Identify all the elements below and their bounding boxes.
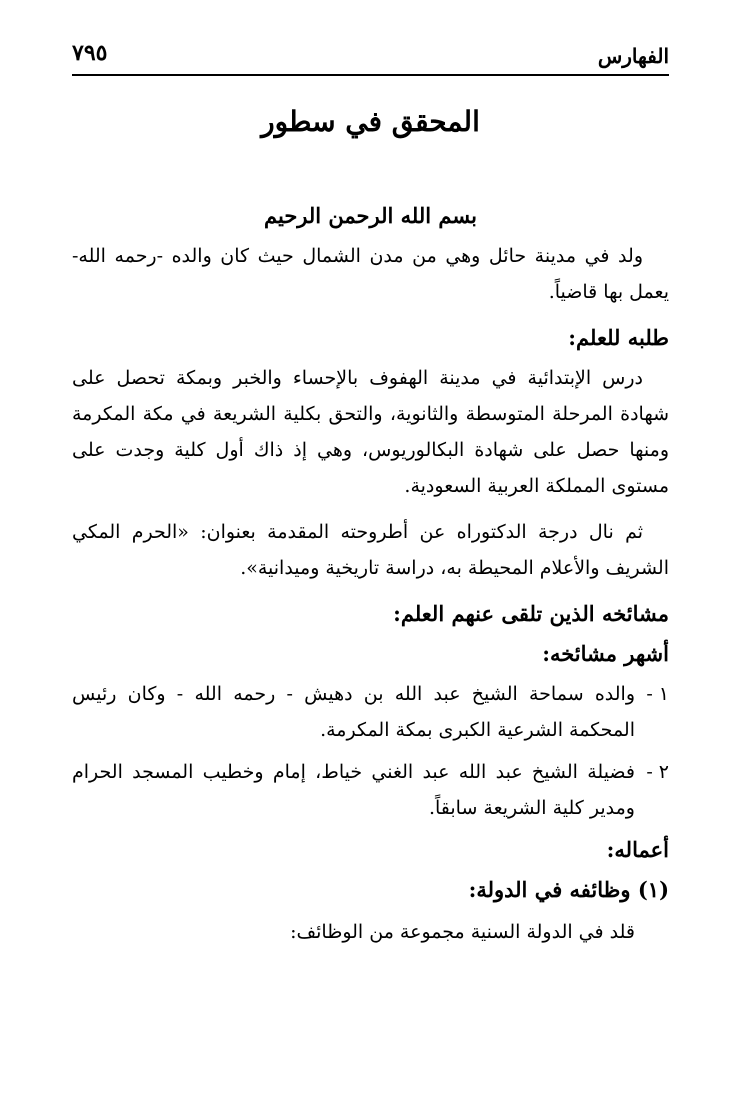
positions-intro: قلد في الدولة السنية مجموعة من الوظائف: [290,921,635,943]
heading-positions: (١) وظائفه في الدولة: [468,877,669,902]
page-header [72,40,669,76]
page-title: المحقق في سطور [261,105,480,138]
doctorate-paragraph: ثم نال درجة الدكتوراه عن أطروحته المقدمة بعنوان: «الحرم المكي الشريف والأعلام المحيطة به، دراسة تاريخية وميدانية». [72,521,669,579]
list-item [72,676,669,748]
heading-famous-teachers: أشهر مشائخه: [542,641,669,666]
list-item-text: فضيلة الشيخ عبد الله عبد الغني خياط، إمام وخطيب المسجد الحرام ومدير كلية الشريعة سابقاً. [72,761,635,819]
list-item-text: والده سماحة الشيخ عبد الله بن دهيش - رحمه الله - وكان رئيس المحكمة الشرعية الكبرى بمكة المكرمة. [72,683,635,741]
basmala: بسم الله الرحمن الرحيم [264,203,477,228]
page-body [72,198,669,950]
study-paragraph: درس الإبتدائية في مدينة الهفوف بالإحساء والخبر وبمكة تحصل على شهادة المرحلة المتوسطة والثانوية، والتحق بكلية الشريعة في مكة المكرمة ومنها حصل على شهادة البكالوريوس، وهي إذ ذاك أول كلية وجدت على مستوى المملكة العربية السعودية. [72,367,669,497]
list-item [72,754,669,826]
heading-teachers: مشائخه الذين تلقى عنهم العلم: [393,601,669,626]
page-number: ٧٩٥ [72,40,108,66]
birth-paragraph: ولد في مدينة حائل وهي من مدن الشمال حيث كان والده -رحمه الله- يعمل بها قاضياً. [72,245,669,303]
header-rule [72,74,669,76]
heading-works: أعماله: [606,837,669,862]
list-item-number: ١ - [646,683,669,705]
heading-study: طلبه للعلم: [568,325,669,350]
list-item-number: ٢ - [646,761,669,783]
running-title: الفهارس [597,44,669,68]
